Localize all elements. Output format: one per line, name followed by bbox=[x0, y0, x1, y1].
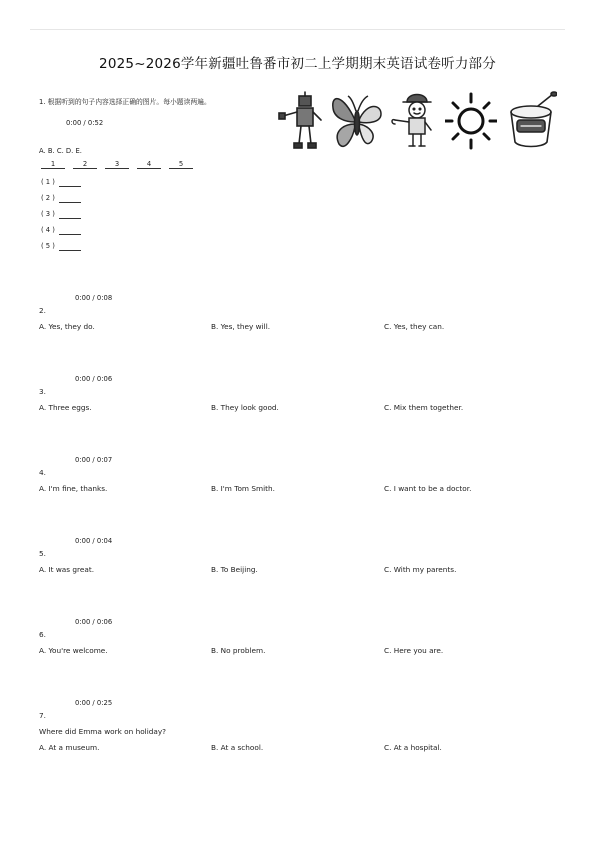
q1-picture-strip bbox=[275, 90, 560, 152]
answer-label: ( 3 ) bbox=[41, 210, 55, 218]
q2-audio-player[interactable]: 0:00 / 0:08 bbox=[75, 294, 113, 302]
q1-answer-row bbox=[41, 194, 81, 203]
q4-option-a[interactable]: A. I'm fine, thanks. bbox=[39, 484, 108, 493]
q7-number: 7. bbox=[39, 711, 46, 720]
answer-blank[interactable] bbox=[59, 242, 81, 251]
answer-blank[interactable] bbox=[59, 210, 81, 219]
q4-number: 4. bbox=[39, 468, 46, 477]
q1-number-3: 3 bbox=[105, 160, 129, 169]
q2-number: 2. bbox=[39, 306, 46, 315]
q3-option-b[interactable]: B. They look good. bbox=[211, 403, 279, 412]
answer-blank[interactable] bbox=[59, 194, 81, 203]
q7-audio-player[interactable]: 0:00 / 0:25 bbox=[75, 699, 113, 707]
q3-option-c[interactable]: C. Mix them together. bbox=[384, 403, 464, 412]
q2-option-a[interactable]: A. Yes, they do. bbox=[39, 322, 95, 331]
q1-option-letters: A. B. C. D. E. bbox=[39, 147, 82, 155]
q5-option-b[interactable]: B. To Beijing. bbox=[211, 565, 258, 574]
answer-label: ( 4 ) bbox=[41, 226, 55, 234]
answer-blank[interactable] bbox=[59, 226, 81, 235]
q6-option-b[interactable]: B. No problem. bbox=[211, 646, 266, 655]
robot-icon bbox=[277, 90, 325, 152]
q6-audio-player[interactable]: 0:00 / 0:06 bbox=[75, 618, 113, 626]
q3-number: 3. bbox=[39, 387, 46, 396]
answer-label: ( 1 ) bbox=[41, 178, 55, 186]
answer-label: ( 5 ) bbox=[41, 242, 55, 250]
q1-answer-row bbox=[41, 242, 81, 251]
q6-option-a[interactable]: A. You're welcome. bbox=[39, 646, 108, 655]
q6-number: 6. bbox=[39, 630, 46, 639]
q3-option-a[interactable]: A. Three eggs. bbox=[39, 403, 92, 412]
yogurt-icon bbox=[507, 90, 557, 152]
q5-option-a[interactable]: A. It was great. bbox=[39, 565, 95, 574]
q1-answer-row bbox=[41, 210, 81, 219]
q1-answer-row bbox=[41, 226, 81, 235]
header-divider bbox=[30, 29, 565, 30]
q4-option-b[interactable]: B. I'm Tom Smith. bbox=[211, 484, 275, 493]
sun-icon bbox=[445, 90, 497, 152]
q4-audio-player[interactable]: 0:00 / 0:07 bbox=[75, 456, 113, 464]
q7-option-a[interactable]: A. At a museum. bbox=[39, 743, 100, 752]
q1-number-2: 2 bbox=[73, 160, 97, 169]
q4-option-c[interactable]: C. I want to be a doctor. bbox=[384, 484, 472, 493]
q1-number-5: 5 bbox=[169, 160, 193, 169]
q7-stem: Where did Emma work on holiday? bbox=[39, 727, 167, 736]
q1-answer-row bbox=[41, 178, 81, 187]
q5-audio-player[interactable]: 0:00 / 0:04 bbox=[75, 537, 113, 545]
q1-picture-number-row bbox=[41, 160, 193, 169]
page-title: 2025~2026学年新疆吐鲁番市初二上学期期末英语试卷听力部分 bbox=[99, 56, 496, 72]
q5-number: 5. bbox=[39, 549, 46, 558]
q7-option-c[interactable]: C. At a hospital. bbox=[384, 743, 442, 752]
q5-option-c[interactable]: C. With my parents. bbox=[384, 565, 457, 574]
butterfly-icon bbox=[329, 90, 385, 152]
q2-option-c[interactable]: C. Yes, they can. bbox=[384, 322, 445, 331]
q1-number-4: 4 bbox=[137, 160, 161, 169]
answer-blank[interactable] bbox=[59, 178, 81, 187]
q1-audio-player[interactable]: 0:00 / 0:52 bbox=[66, 119, 104, 127]
q3-audio-player[interactable]: 0:00 / 0:06 bbox=[75, 375, 113, 383]
q6-option-c[interactable]: C. Here you are. bbox=[384, 646, 444, 655]
q7-option-b[interactable]: B. At a school. bbox=[211, 743, 264, 752]
q1-number-1: 1 bbox=[41, 160, 65, 169]
q1-instruction: 1. 根据听到的句子内容选择正确的图片。每小题读两遍。 bbox=[39, 98, 211, 106]
firefighter-icon bbox=[391, 90, 439, 152]
answer-label: ( 2 ) bbox=[41, 194, 55, 202]
q2-option-b[interactable]: B. Yes, they will. bbox=[211, 322, 271, 331]
